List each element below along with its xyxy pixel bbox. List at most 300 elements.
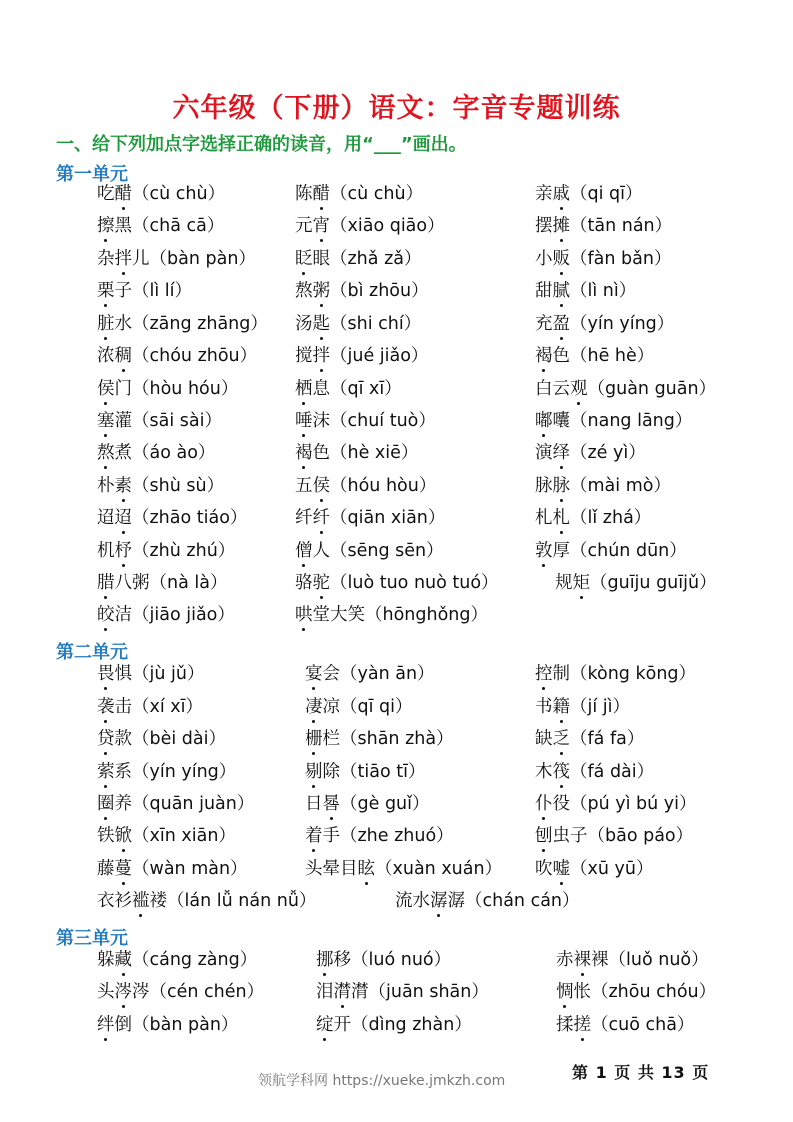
word-item [305, 825, 454, 847]
dotted-character: 栖 [295, 379, 313, 399]
word-text: 书 [535, 697, 553, 717]
pinyin-options: （zhù zhú） [132, 541, 236, 561]
dotted-character: 控 [535, 664, 553, 684]
dotted-character: 稠 [114, 346, 132, 366]
word-text: 日 [305, 794, 323, 814]
pinyin-options: （chún dūn） [570, 541, 687, 561]
pinyin-options: （shān zhà） [340, 729, 454, 749]
word-text: 栏 [322, 729, 340, 749]
word-item [97, 825, 236, 847]
dotted-character: 素 [114, 476, 132, 496]
word-item [97, 442, 215, 464]
word-item [535, 507, 651, 529]
dotted-character: 籍 [552, 697, 570, 717]
word-text: 门 [114, 379, 132, 399]
word-text: 规 [555, 573, 573, 593]
pinyin-options: （hòu hóu） [132, 379, 239, 399]
word-text: 铁 [97, 826, 115, 846]
word-item [295, 248, 421, 270]
word-item [295, 215, 445, 237]
dotted-character: 乏 [552, 729, 570, 749]
dotted-character: 腊 [97, 573, 115, 593]
word-text: 养 [114, 794, 132, 814]
dotted-character: 圈 [97, 794, 115, 814]
dotted-character: 筏 [552, 762, 570, 782]
word-item [97, 410, 222, 432]
word-text: 脉 [535, 476, 553, 496]
word-text: 演 [535, 443, 553, 463]
pinyin-options: （zhōu chóu） [591, 982, 717, 1002]
word-text: 赤 [556, 950, 574, 970]
dotted-character: 潺 [430, 891, 448, 911]
dotted-character: 贷 [97, 729, 115, 749]
word-item [535, 215, 672, 237]
word-text: 迢 [97, 508, 115, 528]
pinyin-options: （qiān xiān） [330, 508, 446, 528]
word-item [97, 507, 247, 529]
dotted-character: 畏 [97, 664, 115, 684]
pinyin-options: （bàn pàn） [149, 249, 256, 269]
word-text: 头 [97, 982, 115, 1002]
pinyin-options: （cù chù） [330, 184, 424, 204]
word-text: 泪 [316, 982, 334, 1002]
word-text: 凉 [322, 697, 340, 717]
word-item [535, 728, 644, 750]
unit-heading: 第一单元 [56, 164, 128, 185]
dotted-character: 熬 [97, 443, 115, 463]
pinyin-options: （zhǎ zǎ） [330, 249, 422, 269]
word-item [305, 663, 435, 685]
word-text: 涔 [132, 982, 150, 1002]
word-item [555, 572, 717, 594]
dotted-character: 宴 [305, 664, 323, 684]
dotted-character: 拌 [312, 346, 330, 366]
pinyin-options: （xuàn xuán） [375, 859, 503, 879]
word-text: 系 [114, 762, 132, 782]
word-text: 朴 [97, 476, 115, 496]
pinyin-options: （shi chí） [330, 314, 422, 334]
word-text: 款 [114, 729, 132, 749]
dotted-character: 匙 [312, 314, 330, 334]
pinyin-options: （xiāo qiāo） [330, 216, 445, 236]
pinyin-options: （nang lāng） [570, 411, 693, 431]
word-item [97, 572, 227, 594]
pinyin-options: （wàn màn） [132, 859, 248, 879]
unit-heading: 第二单元 [56, 642, 128, 663]
dotted-character: 袭 [97, 697, 115, 717]
word-item [295, 378, 402, 400]
instruction: 一、给下列加点字选择正确的读音，用“___”画出。 [56, 134, 467, 155]
pinyin-options: （bàn pàn） [132, 1015, 239, 1035]
pinyin-options: （cáng zàng） [132, 950, 258, 970]
word-text: 充 [535, 314, 553, 334]
word-item [97, 345, 257, 367]
dotted-character: 唾 [295, 411, 313, 431]
word-item [97, 793, 254, 815]
pinyin-options: （cén chén） [149, 982, 265, 1002]
pinyin-options: （sēng sēn） [330, 541, 444, 561]
word-text: 札 [535, 508, 553, 528]
word-text: 摆 [535, 216, 553, 236]
pinyin-options: （cuō chā） [591, 1015, 695, 1035]
pinyin-options: （bāo páo） [587, 826, 694, 846]
word-item [97, 981, 264, 1003]
word-item [97, 949, 257, 971]
pinyin-options: （jí jì） [570, 697, 631, 717]
pinyin-options: （nà là） [149, 573, 228, 593]
word-text: 水 [114, 314, 132, 334]
dotted-character: 醋 [114, 184, 132, 204]
word-item [556, 981, 716, 1003]
pinyin-options: （guàn guān） [587, 379, 717, 399]
dotted-character: 戚 [552, 184, 570, 204]
dotted-character: 萦 [97, 762, 115, 782]
word-text: 除 [322, 762, 340, 782]
pinyin-options: （yín yíng） [132, 762, 237, 782]
dotted-character: 腻 [552, 281, 570, 301]
word-text: 虫子 [552, 826, 588, 846]
word-item [295, 313, 421, 335]
dotted-character: 绎 [552, 443, 570, 463]
unit-heading: 第三单元 [56, 928, 128, 949]
pinyin-options: （yàn ān） [340, 664, 435, 684]
word-item [97, 696, 203, 718]
dotted-character: 脏 [97, 314, 115, 334]
pinyin-options: （fàn bǎn） [570, 249, 672, 269]
word-text: 熬 [295, 281, 313, 301]
pinyin-options: （hōnghǒng） [365, 605, 488, 625]
word-item [97, 248, 256, 270]
word-text: 子 [114, 281, 132, 301]
word-text: 灌 [114, 411, 132, 431]
word-text: 甜 [535, 281, 553, 301]
word-item [97, 663, 204, 685]
dotted-character: 栗 [97, 281, 115, 301]
dotted-character: 裸 [573, 950, 591, 970]
dotted-character: 脉 [552, 476, 570, 496]
pinyin-options: （mài mò） [570, 476, 671, 496]
dotted-character: 拌 [114, 249, 132, 269]
pinyin-options: （xīn xiān） [132, 826, 236, 846]
word-item [316, 981, 489, 1003]
dotted-character: 粥 [312, 281, 330, 301]
pinyin-options: （zhe zhuó） [340, 826, 454, 846]
pinyin-options: （fá dài） [570, 762, 655, 782]
word-item [295, 442, 418, 464]
word-item [535, 858, 653, 880]
pinyin-options: （lǐ zhá） [570, 508, 652, 528]
pinyin-options: （qī xī） [330, 379, 402, 399]
word-text: 杂 [97, 249, 115, 269]
pinyin-options: （xí xī） [132, 697, 203, 717]
pinyin-options: （shù sù） [132, 476, 225, 496]
pinyin-options: （áo ào） [132, 443, 216, 463]
dotted-character: 栅 [305, 729, 323, 749]
dotted-character: 刨 [535, 826, 553, 846]
dotted-character: 摊 [552, 216, 570, 236]
word-item [535, 442, 646, 464]
word-item [316, 1014, 472, 1036]
dotted-character: 剔 [305, 762, 323, 782]
word-item [535, 696, 630, 718]
word-item [535, 761, 654, 783]
word-item [97, 1014, 238, 1036]
word-item [97, 378, 238, 400]
pinyin-options: （qi qī） [570, 184, 643, 204]
word-text: 倒 [114, 1015, 132, 1035]
word-text: 儿 [132, 249, 150, 269]
word-text: 衣衫 [97, 891, 132, 911]
dotted-character: 藏 [114, 950, 132, 970]
word-item [535, 825, 693, 847]
word-text: 裸 [591, 950, 609, 970]
dotted-character: 绽 [316, 1015, 334, 1035]
word-text: 揉 [556, 1015, 574, 1035]
word-text: 黑 [114, 216, 132, 236]
word-text: 汤 [295, 314, 313, 334]
pinyin-options: （zāng zhāng） [132, 314, 268, 334]
word-text: 八粥 [114, 573, 150, 593]
pinyin-options: （tiāo tī） [340, 762, 426, 782]
pinyin-options: （chán cán） [465, 891, 580, 911]
dotted-character: 涔 [114, 982, 132, 1002]
dotted-character: 僧 [295, 541, 313, 561]
pinyin-options: （luó nuó） [351, 950, 452, 970]
word-text: 白云 [535, 379, 570, 399]
page-number: 第 1 页 共 13 页 [572, 1063, 710, 1082]
word-item [295, 183, 423, 205]
word-text: 息 [312, 379, 330, 399]
word-text: 五 [295, 476, 313, 496]
word-text: 木 [535, 762, 553, 782]
word-item [535, 378, 716, 400]
word-item [535, 540, 687, 562]
word-text: 机 [97, 541, 115, 561]
pinyin-options: （hè xiē） [330, 443, 419, 463]
dotted-character: 侯 [312, 476, 330, 496]
dotted-character: 褐 [295, 443, 313, 463]
word-text: 会 [322, 664, 340, 684]
pinyin-options: （fá fa） [570, 729, 645, 749]
word-item [316, 949, 451, 971]
dotted-character: 嘘 [552, 859, 570, 879]
word-text: 厚 [552, 541, 570, 561]
pinyin-options: （luǒ nuǒ） [608, 950, 709, 970]
word-text: 怅 [573, 982, 591, 1002]
pinyin-options: （chóu zhōu） [132, 346, 258, 366]
word-text: 眼 [312, 249, 330, 269]
word-item [535, 663, 696, 685]
word-item [295, 604, 488, 626]
word-item [305, 728, 454, 750]
word-text: 人 [312, 541, 330, 561]
word-item [535, 410, 692, 432]
word-text: 堂大笑 [312, 605, 365, 625]
word-text: 搅 [295, 346, 313, 366]
word-text: 色 [552, 346, 570, 366]
dotted-character: 迢 [114, 508, 132, 528]
word-text: 役 [552, 794, 570, 814]
word-item [97, 313, 268, 335]
word-item [97, 761, 236, 783]
word-item [305, 761, 425, 783]
pinyin-options: （xū yū） [570, 859, 654, 879]
dotted-character: 杼 [114, 541, 132, 561]
pinyin-options: （bì zhōu） [330, 281, 429, 301]
pinyin-options: （quān juàn） [132, 794, 255, 814]
pinyin-options: （bèi dài） [132, 729, 226, 749]
dotted-character: 皎 [97, 605, 115, 625]
dotted-character: 矩 [572, 573, 590, 593]
page-title: 六年级（下册）语文：字音专题训练 [172, 93, 621, 124]
word-item [97, 540, 235, 562]
word-text: 躲 [97, 950, 115, 970]
dotted-character: 蔓 [114, 859, 132, 879]
word-item [305, 858, 502, 880]
word-item [556, 949, 709, 971]
word-text: 沫 [312, 411, 330, 431]
word-text: 洁 [114, 605, 132, 625]
dotted-character: 哄 [295, 605, 313, 625]
word-text: 制 [552, 664, 570, 684]
word-item [295, 280, 429, 302]
dotted-character: 锨 [114, 826, 132, 846]
word-text: 头晕目 [305, 859, 358, 879]
dotted-character: 褐 [535, 346, 553, 366]
pinyin-options: （hóu hòu） [330, 476, 437, 496]
word-text: 陈 [295, 184, 313, 204]
word-text: 小 [535, 249, 553, 269]
word-text: 开 [333, 1015, 351, 1035]
word-item [97, 728, 226, 750]
word-text: 吹 [535, 859, 553, 879]
word-text: 囔 [552, 411, 570, 431]
word-item [97, 858, 248, 880]
dotted-character: 眨 [295, 249, 313, 269]
word-text: 色 [312, 443, 330, 463]
word-item [535, 345, 654, 367]
pinyin-options: （tān nán） [570, 216, 673, 236]
dotted-character: 贩 [552, 249, 570, 269]
word-text: 手 [322, 826, 340, 846]
dotted-character: 纤 [312, 508, 330, 528]
pinyin-options: （qī qi） [340, 697, 413, 717]
word-text: 移 [333, 950, 351, 970]
dotted-character: 宵 [312, 216, 330, 236]
pinyin-options: （lì nì） [570, 281, 637, 301]
word-item [395, 890, 580, 912]
word-item [97, 475, 224, 497]
word-text: 藤 [97, 859, 115, 879]
word-item [97, 280, 192, 302]
dotted-character: 挪 [316, 950, 334, 970]
dotted-character: 札 [552, 508, 570, 528]
word-item [295, 572, 499, 594]
pinyin-options: （jù jǔ） [132, 664, 205, 684]
word-text: 缺 [535, 729, 553, 749]
word-item [295, 507, 445, 529]
word-item [97, 604, 235, 626]
word-text: 浓 [97, 346, 115, 366]
pinyin-options: （juān shān） [368, 982, 489, 1002]
pinyin-options: （guīju guījǔ） [590, 573, 717, 593]
word-item [535, 280, 636, 302]
word-item [556, 1014, 694, 1036]
dotted-character: 仆 [535, 794, 553, 814]
dotted-character: 绊 [97, 1015, 115, 1035]
word-item [535, 248, 671, 270]
pinyin-options: （pú yì bú yi） [570, 794, 697, 814]
word-item [295, 410, 436, 432]
dotted-character: 褴 [132, 891, 150, 911]
word-item [305, 696, 413, 718]
word-text: 元 [295, 216, 313, 236]
word-item [305, 793, 430, 815]
word-item [535, 313, 674, 335]
pinyin-options: （hē hè） [570, 346, 655, 366]
word-item [295, 540, 444, 562]
dotted-character: 潸 [333, 982, 351, 1002]
dotted-character: 晷 [322, 794, 340, 814]
pinyin-options: （kòng kōng） [570, 664, 697, 684]
pinyin-options: （jué jiǎo） [330, 346, 429, 366]
footer-site: 领航学科网 https://xueke.jmkzh.com [258, 1073, 506, 1089]
dotted-character: 惆 [556, 982, 574, 1002]
word-item [535, 793, 697, 815]
pinyin-options: （gè guǐ） [340, 794, 430, 814]
dotted-character: 擦 [97, 216, 115, 236]
dotted-character: 盈 [552, 314, 570, 334]
dotted-character: 着 [305, 826, 323, 846]
word-text: 褛 [149, 891, 167, 911]
word-item [295, 345, 428, 367]
word-item [97, 890, 316, 912]
pinyin-options: （lán lǚ nán nǚ） [167, 891, 317, 911]
word-item [535, 183, 643, 205]
dotted-character: 凄 [305, 697, 323, 717]
pinyin-options: （yín yíng） [570, 314, 675, 334]
pinyin-options: （chuí tuò） [330, 411, 436, 431]
pinyin-options: （zé yì） [570, 443, 646, 463]
pinyin-options: （lì lí） [132, 281, 193, 301]
word-item [97, 215, 224, 237]
dotted-character: 搓 [573, 1015, 591, 1035]
word-text: 流水 [395, 891, 430, 911]
dotted-character: 嘟 [535, 411, 553, 431]
word-text: 亲 [535, 184, 553, 204]
word-text: 潺 [447, 891, 465, 911]
dotted-character: 敦 [535, 541, 553, 561]
word-text: 纤 [295, 508, 313, 528]
pinyin-options: （dìng zhàn） [351, 1015, 472, 1035]
dotted-character: 侯 [97, 379, 115, 399]
word-text: 煮 [114, 443, 132, 463]
word-text: 惧 [114, 664, 132, 684]
pinyin-options: （sāi sài） [132, 411, 222, 431]
word-item [295, 475, 436, 497]
pinyin-options: （chā cā） [132, 216, 225, 236]
word-text: 击 [114, 697, 132, 717]
pinyin-options: （luò tuo nuò tuó） [330, 573, 499, 593]
word-text: 吃 [97, 184, 115, 204]
pinyin-options: （zhāo tiáo） [132, 508, 248, 528]
pinyin-options: （cù chù） [132, 184, 226, 204]
word-item [97, 183, 225, 205]
word-text: 骆 [295, 573, 313, 593]
pinyin-options: （jiāo jiǎo） [132, 605, 235, 625]
dotted-character: 驼 [312, 573, 330, 593]
dotted-character: 眩 [357, 859, 375, 879]
